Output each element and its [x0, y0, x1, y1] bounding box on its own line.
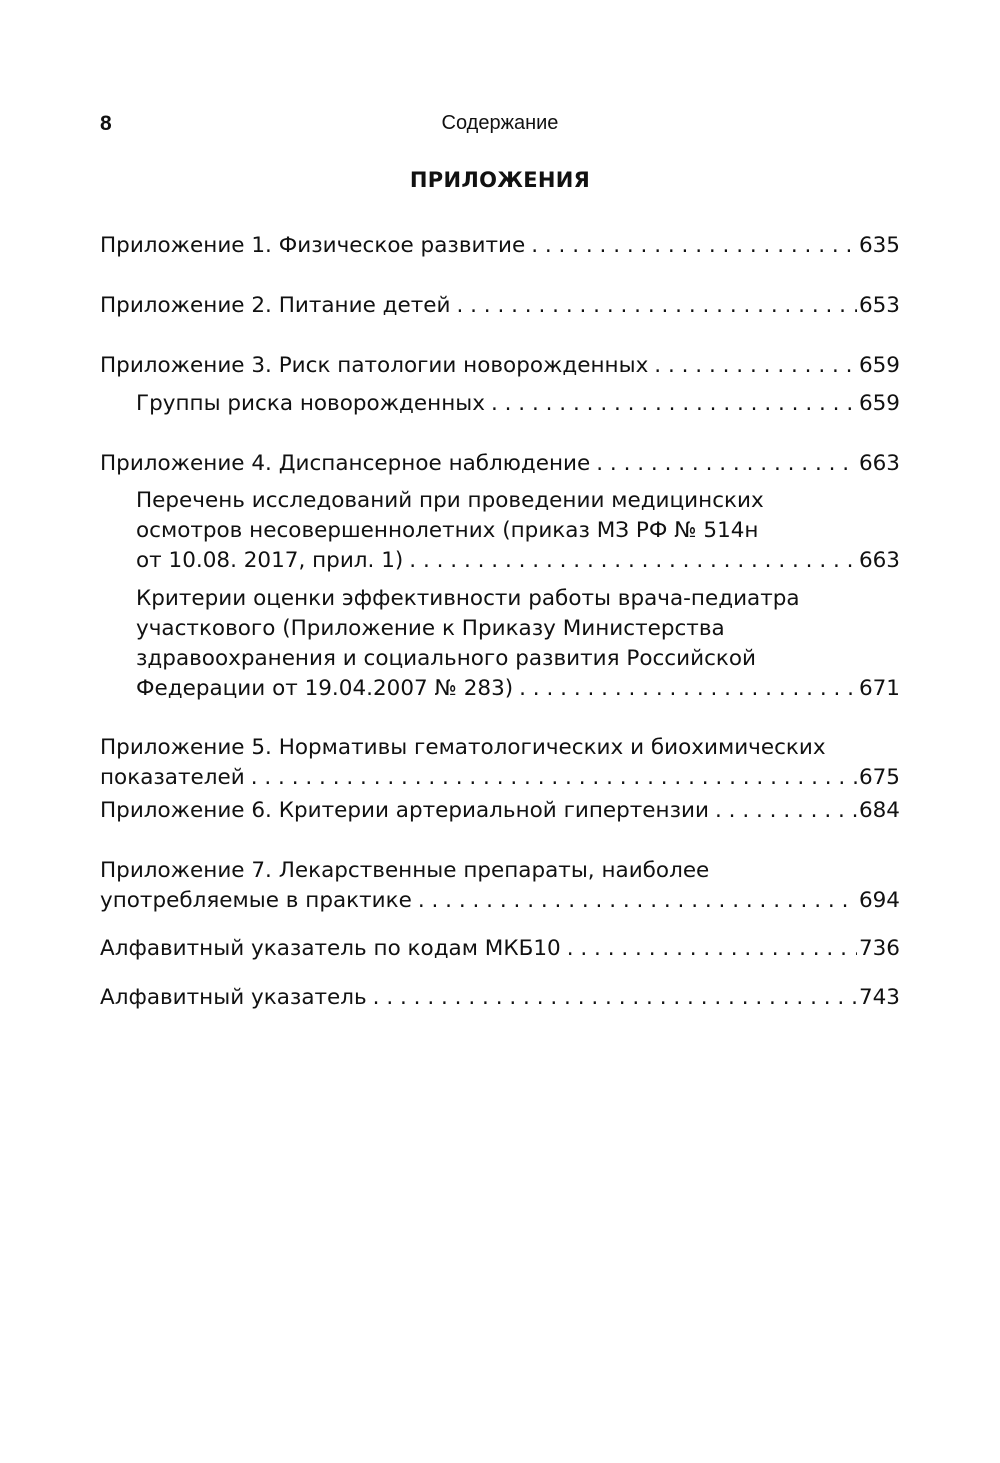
toc-entry-title-line: Критерии оценки эффективности работы врача-педиатра	[136, 586, 800, 611]
toc-entry-title: Приложение 2. Питание детей	[100, 293, 451, 318]
toc-entry-appendix-5[interactable]	[100, 733, 900, 793]
toc-entry-title: Приложение 3. Риск патологии новорожденных	[100, 353, 649, 378]
dot-leader	[525, 231, 857, 261]
dot-leader	[709, 796, 857, 826]
toc-entry-title: Алфавитный указатель	[100, 985, 367, 1010]
toc-entry-title: Приложение 6. Критерии артериальной гипертензии	[100, 798, 709, 823]
toc-page-ref: 635	[858, 233, 900, 258]
dot-leader	[367, 983, 857, 1013]
running-title: Содержание	[441, 112, 559, 134]
toc-entry-icd10-index[interactable]	[100, 934, 900, 964]
toc-page-ref: 736	[858, 936, 900, 961]
toc-entry-title-line: Перечень исследований при проведении медицинских	[136, 488, 764, 513]
dot-leader	[450, 291, 856, 321]
toc-entry-title-line: Приложение 7. Лекарственные препараты, наиболее	[100, 858, 710, 883]
dot-leader	[561, 934, 857, 964]
toc-page-ref: 743	[858, 985, 900, 1010]
dot-leader	[485, 389, 857, 419]
toc-page-ref: 653	[858, 293, 900, 318]
toc-entry-exam-list[interactable]	[136, 486, 900, 576]
toc-page-ref: 663	[858, 548, 900, 573]
toc-entry-newborn-risk-groups[interactable]	[136, 389, 900, 419]
toc-page-ref: 671	[858, 676, 900, 701]
dot-leader	[513, 674, 857, 704]
toc-entry-alphabetical-index[interactable]	[100, 983, 900, 1013]
toc-entry-title: Алфавитный указатель по кодам МКБ10	[100, 936, 561, 961]
toc-entry-title-line: осмотров несовершеннолетних (приказ МЗ РФ № 514н	[136, 518, 759, 543]
toc-page-ref: 659	[858, 391, 900, 416]
toc-entry-appendix-4[interactable]	[100, 449, 900, 479]
dot-leader	[590, 449, 857, 479]
toc-entry-title: Группы риска новорожденных	[136, 391, 485, 416]
dot-leader	[403, 546, 857, 576]
toc-entry-title: Федерации от 19.04.2007 № 283)	[136, 676, 514, 701]
toc-entry-title-line: Приложение 5. Нормативы гематологических и биохимических	[100, 735, 826, 760]
dot-leader	[648, 351, 857, 381]
toc-page-ref: 659	[858, 353, 900, 378]
dot-leader	[245, 763, 857, 793]
toc-page-ref: 684	[858, 798, 900, 823]
toc-page-ref: 663	[858, 451, 900, 476]
toc-entry-title: от 10.08. 2017, прил. 1)	[136, 548, 404, 573]
toc-entry-title: Приложение 1. Физическое развитие	[100, 233, 526, 258]
dot-leader	[412, 886, 857, 916]
toc-entry-appendix-1[interactable]	[100, 231, 900, 261]
toc-entry-title-line: здравоохранения и социального развития Российской	[136, 646, 757, 671]
toc-entry-appendix-3[interactable]	[100, 351, 900, 381]
toc-entry-title-line: участкового (Приложение к Приказу Министерства	[136, 616, 725, 641]
toc-entry-appendix-7[interactable]	[100, 856, 900, 916]
toc-entry-title: Приложение 4. Диспансерное наблюдение	[100, 451, 591, 476]
toc-entry-appendix-6[interactable]	[100, 796, 900, 826]
toc-entry-title: показателей	[100, 765, 245, 790]
toc-page-ref: 675	[858, 765, 900, 790]
toc-entry-appendix-2[interactable]	[100, 291, 900, 321]
section-title: ПРИЛОЖЕНИЯ	[409, 168, 591, 192]
toc-entry-title: употребляемые в практике	[100, 888, 412, 913]
toc-page-ref: 694	[858, 888, 900, 913]
toc-entry-pediatrician-criteria[interactable]	[136, 584, 900, 704]
page-number: 8	[100, 112, 112, 135]
